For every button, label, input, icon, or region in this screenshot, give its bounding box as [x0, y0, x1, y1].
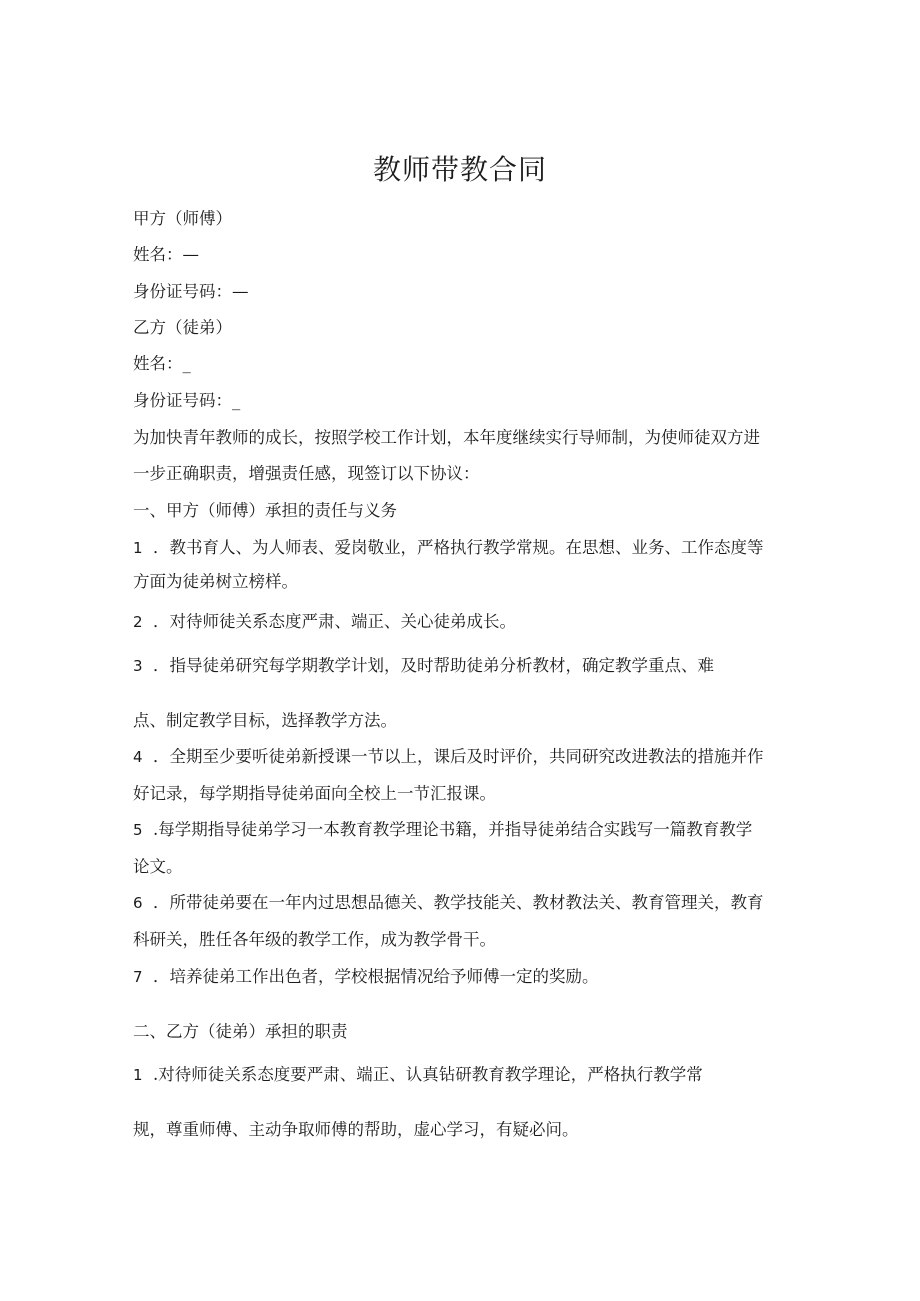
party-b-label: 乙方（徒弟）	[133, 318, 232, 337]
clause-1-3-line-1	[133, 654, 714, 678]
clause-number: 3	[133, 657, 143, 675]
clause-1-1-line-1	[133, 536, 764, 560]
section-2-heading: 二、乙方（徒弟）承担的职责	[133, 1022, 348, 1041]
clause-1-1-line-2: 方面为徒弟树立榜样。	[133, 572, 298, 591]
clause-1-7-line-1	[133, 965, 599, 989]
intro-line-1: 为加快青年教师的成长，按照学校工作计划，本年度继续实行导师制，为使师徒双方进	[133, 428, 760, 447]
clause-2-1-line-1	[133, 1063, 703, 1087]
party-b-name: 姓名：_	[133, 354, 191, 373]
intro-line-2: 一步正确职责，增强责任感，现签订以下协议：	[133, 464, 480, 483]
clause-text: ．全期至少要听徒弟新授课一节以上，课后及时评价，共同研究改进教法的措施并作	[153, 747, 764, 766]
clause-number: 5	[133, 821, 143, 839]
clause-number: 6	[133, 894, 143, 912]
clause-2-1-line-2: 规，尊重师傅、主动争取师傅的帮助，虚心学习，有疑必问。	[133, 1120, 579, 1139]
clause-1-5-line-2: 论文。	[133, 857, 183, 876]
clause-number: 7	[133, 968, 143, 986]
party-a-label: 甲方（师傅）	[133, 209, 232, 228]
clause-number: 4	[133, 748, 143, 766]
clause-text: ．所带徒弟要在一年内过思想品德关、教学技能关、教材教法关、教育管理关，教育	[153, 893, 764, 912]
clause-1-4-line-1	[133, 745, 764, 769]
clause-number: 1	[133, 1066, 143, 1084]
clause-1-6-line-1	[133, 891, 764, 915]
party-a-name: 姓名：—	[133, 245, 199, 264]
clause-text: ．培养徒弟工作出色者，学校根据情况给予师傅一定的奖励。	[153, 967, 599, 986]
clause-1-2-line-1	[133, 610, 516, 634]
party-b-id: 身份证号码：_	[133, 391, 241, 410]
clause-1-5-line-1	[133, 818, 752, 842]
clause-text: .对待师徒关系态度要严肃、端正、认真钻研教育教学理论，严格执行教学常	[153, 1065, 703, 1084]
clause-1-4-line-2: 好记录，每学期指导徒弟面向全校上一节汇报课。	[133, 784, 496, 803]
clause-1-3-line-2: 点、制定教学目标，选择教学方法。	[133, 711, 397, 730]
clause-1-6-line-2: 科研关，胜任各年级的教学工作，成为教学骨干。	[133, 930, 496, 949]
clause-number: 2	[133, 613, 143, 631]
party-a-id: 身份证号码：—	[133, 282, 249, 301]
clause-text: ．教书育人、为人师表、爱岗敬业，严格执行教学常规。在思想、业务、工作态度等	[153, 538, 764, 557]
clause-number: 1	[133, 539, 143, 557]
clause-text: ．对待师徒关系态度严肃、端正、关心徒弟成长。	[153, 612, 516, 631]
section-1-heading: 一、甲方（师傅）承担的责任与义务	[133, 501, 397, 520]
document-title: 教师带教合同	[372, 153, 547, 186]
clause-text: .每学期指导徒弟学习一本教育教学理论书籍，并指导徒弟结合实践写一篇教育教学	[153, 820, 753, 839]
clause-text: ．指导徒弟研究每学期教学计划，及时帮助徒弟分析教材，确定教学重点、难	[153, 656, 714, 675]
